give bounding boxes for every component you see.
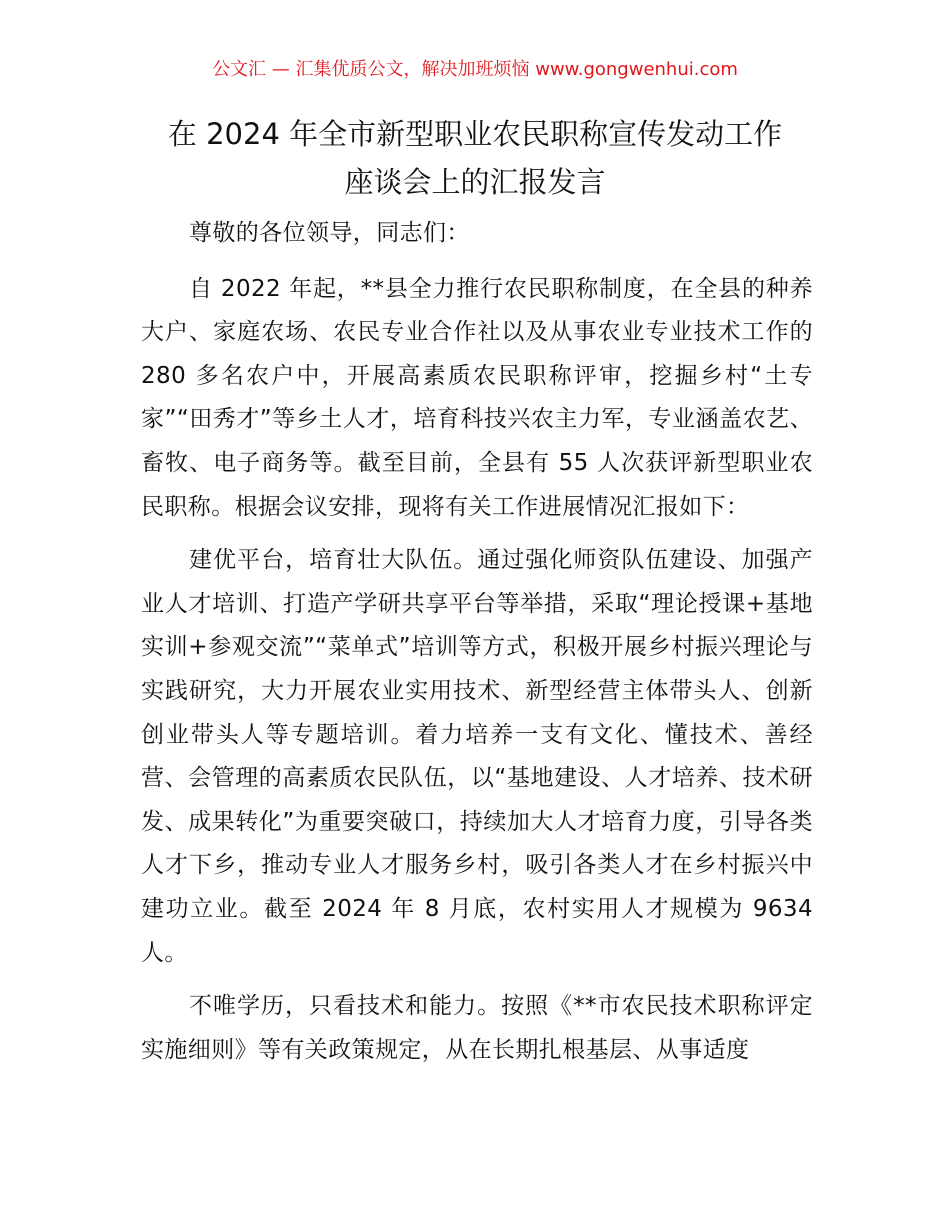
document-title bbox=[120, 110, 830, 206]
document-body bbox=[141, 212, 813, 1082]
paragraph-skills: 不唯学历，只看技术和能力。按照《**市农民技术职称评定实施细则》等有关政策规定，从在长期扎根基层、从事适度 bbox=[141, 993, 813, 1063]
paragraph-intro: 自 2022 年起，**县全力推行农民职称制度，在全县的种养大户、家庭农场、农民专业合作社以及从事农业专业技术工作的 280 多名农户中，开展高素质农民职称评审，挖掘乡村“土专家”“田秀才”等乡土人才，培育科技兴农主力军，专业涵盖农艺、畜牧、电子商务等。截至目前，全县有 55 人次获评新型职业农民职称。根据会议安排，现将有关工作进展情况汇报如下： bbox=[141, 275, 813, 520]
title-line-1: 在 2024 年全市新型职业农民职称宣传发动工作 bbox=[167, 117, 783, 151]
site-watermark-header: 公文汇 — 汇集优质公文，解决加班烦恼 www.gongwenhui.com bbox=[212, 59, 738, 80]
paragraph-platform: 建优平台，培育壮大队伍。通过强化师资队伍建设、加强产业人才培训、打造产学研共享平台等举措，采取“理论授课+基地实训+参观交流”“菜单式”培训等方式，积极开展乡村振兴理论与实践研究，大力开展农业实用技术、新型经营主体带头人、创新创业带头人等专题培训。着力培养一支有文化、懂技术、善经营、会管理的高素质农民队伍，以“基地建设、人才培养、技术研发、成果转化”为重要突破口，持续加大人才培育力度，引导各类人才下乡，推动专业人才服务乡村，吸引各类人才在乡村振兴中建功立业。截至 2024 年 8 月底，农村实用人才规模为 9634 人。 bbox=[141, 547, 813, 966]
greeting: 尊敬的各位领导，同志们： bbox=[189, 220, 470, 246]
title-line-2: 座谈会上的汇报发言 bbox=[344, 165, 606, 199]
